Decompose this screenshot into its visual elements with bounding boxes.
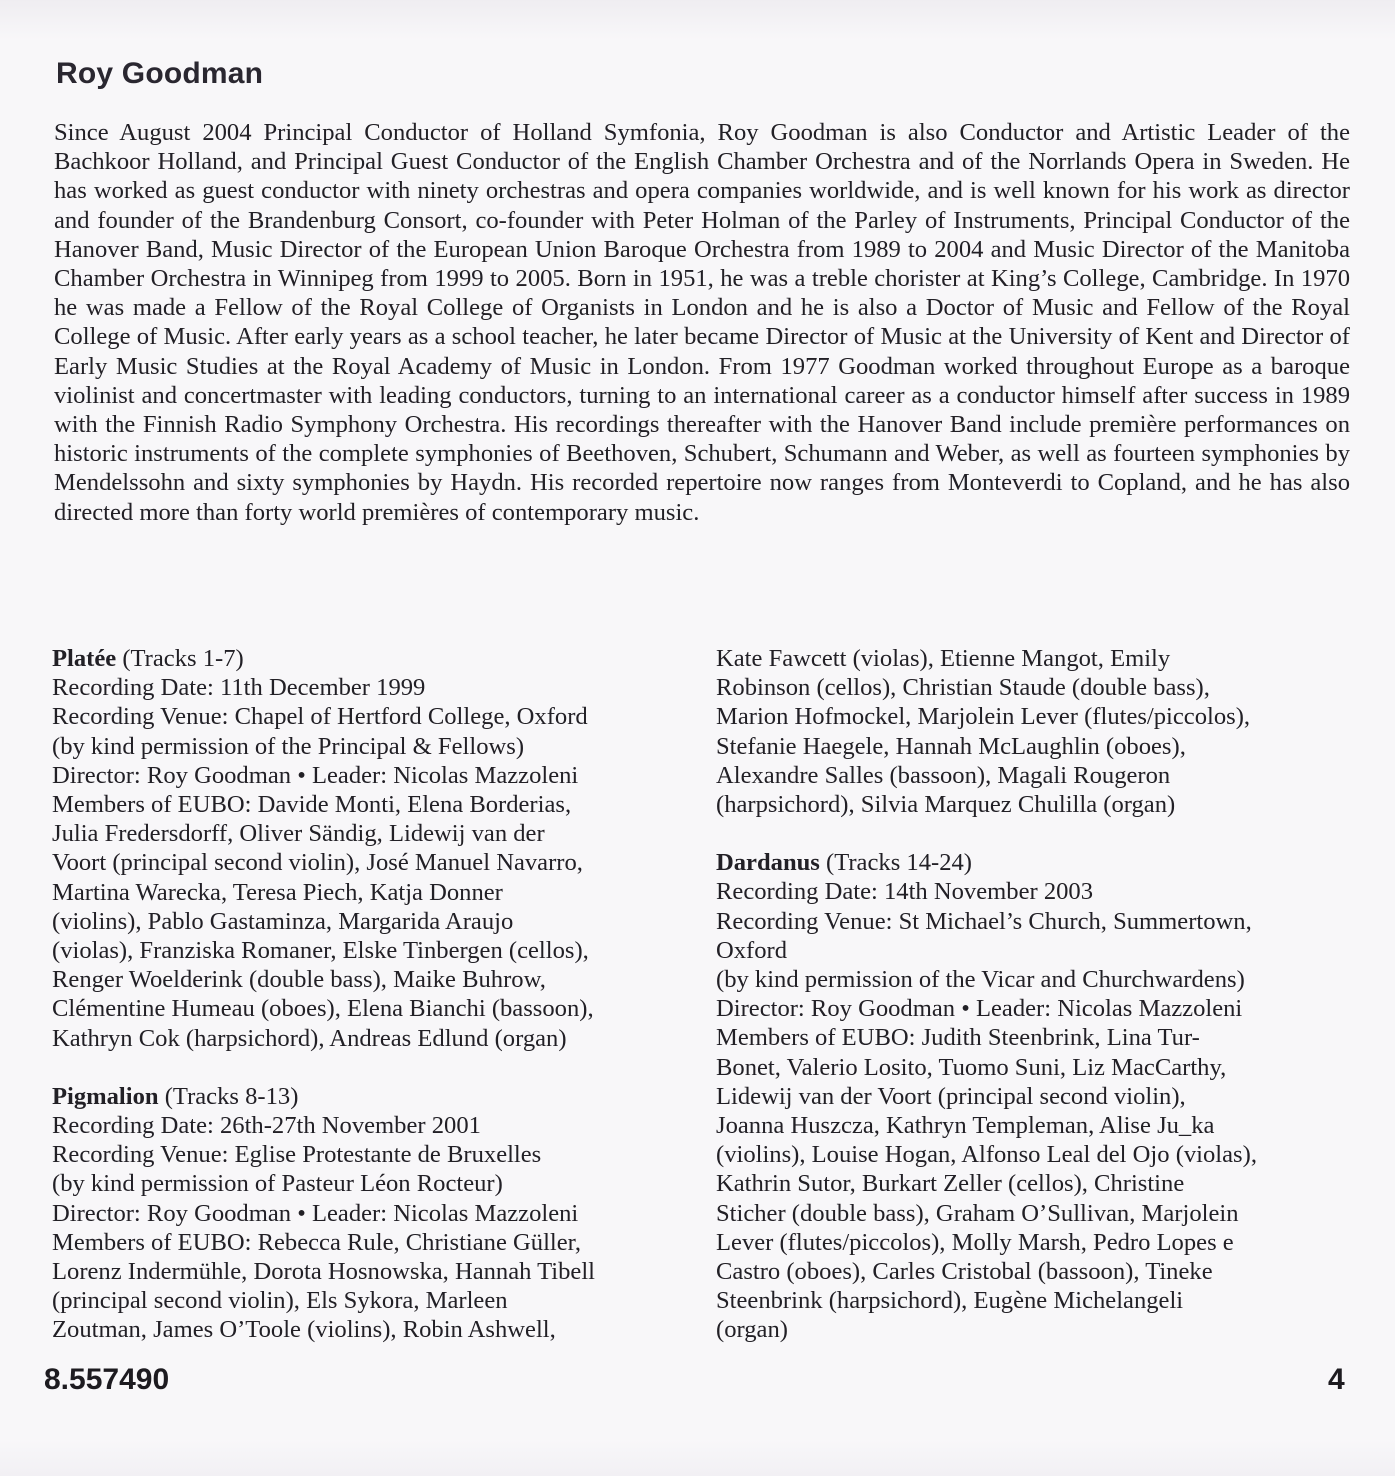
dardanus-line: Castro (oboes), Carles Cristobal (bassoon), Tineke bbox=[716, 1258, 1213, 1286]
dardanus-line: Sticher (double bass), Graham O’Sullivan, Marjolein bbox=[716, 1199, 1239, 1227]
platee-header bbox=[52, 644, 692, 673]
dardanus-line: Recording Date: 14th November 2003 bbox=[716, 878, 1094, 906]
dardanus-line: Members of EUBO: Judith Steenbrink, Lina Tur- bbox=[716, 1024, 1200, 1052]
section-spacer bbox=[52, 1053, 692, 1082]
dardanus-tracks: (Tracks 14-24) bbox=[819, 849, 972, 877]
pigmalion-line: Director: Roy Goodman • Leader: Nicolas Mazzoleni bbox=[52, 1199, 579, 1227]
pigmalion-line: (by kind permission of Pasteur Léon Rocteur) bbox=[52, 1170, 503, 1198]
platee-line: Members of EUBO: Davide Monti, Elena Borderias, bbox=[52, 791, 572, 819]
dardanus-header bbox=[716, 848, 1356, 877]
pigmalion-continued-line: Kate Fawcett (violas), Etienne Mangot, Emily bbox=[716, 645, 1171, 672]
dardanus-line: (violins), Louise Hogan, Alfonso Leal del Ojo (violas), bbox=[716, 1141, 1257, 1169]
pigmalion-continued-line: (harpsichord), Silvia Marquez Chulilla (organ) bbox=[716, 791, 1176, 819]
pigmalion-continued-line: Stefanie Haegele, Hannah McLaughlin (oboes), bbox=[716, 732, 1186, 760]
platee-line: Recording Date: 11th December 1999 bbox=[52, 674, 426, 702]
pigmalion-tracks: (Tracks 8-13) bbox=[158, 1082, 299, 1110]
dardanus-line: Lidewij van der Voort (principal second violin), bbox=[716, 1082, 1186, 1110]
dardanus-line: Director: Roy Goodman • Leader: Nicolas Mazzoleni bbox=[716, 995, 1243, 1023]
pigmalion-line: Recording Venue: Eglise Protestante de Bruxelles bbox=[52, 1141, 542, 1169]
pigmalion-header bbox=[52, 1082, 692, 1111]
platee-line: Voort (principal second violin), José Manuel Navarro, bbox=[52, 849, 583, 877]
pigmalion-line: Zoutman, James O’Toole (violins), Robin Ashwell, bbox=[52, 1316, 556, 1344]
dardanus-line: (organ) bbox=[716, 1316, 788, 1344]
platee-line: Renger Woelderink (double bass), Maike Buhrow, bbox=[52, 966, 546, 994]
pigmalion-line: Lorenz Indermühle, Dorota Hosnowska, Hannah Tibell bbox=[52, 1258, 596, 1286]
right-column bbox=[716, 644, 1356, 1345]
dardanus-line: Recording Venue: St Michael’s Church, Summertown, bbox=[716, 907, 1252, 935]
pigmalion-continued-line: Marion Hofmockel, Marjolein Lever (flutes/piccolos), bbox=[716, 703, 1251, 731]
pigmalion-line: (principal second violin), Els Sykora, Marleen bbox=[52, 1287, 508, 1315]
platee-tracks: (Tracks 1-7) bbox=[116, 645, 244, 672]
page-heading: Roy Goodman bbox=[56, 57, 264, 90]
pigmalion-line: Recording Date: 26th-27th November 2001 bbox=[52, 1112, 481, 1140]
platee-line: Kathryn Cok (harpsichord), Andreas Edlund (organ) bbox=[52, 1024, 567, 1052]
platee-line: Martina Warecka, Teresa Piech, Katja Donner bbox=[52, 878, 503, 906]
page-number: 4 bbox=[1328, 1363, 1345, 1396]
section-spacer bbox=[716, 819, 1356, 848]
pigmalion-continued-line: Alexandre Salles (bassoon), Magali Rougeron bbox=[716, 761, 1171, 789]
platee-line: (violins), Pablo Gastaminza, Margarida Araujo bbox=[52, 907, 514, 935]
platee-line: Director: Roy Goodman • Leader: Nicolas Mazzoleni bbox=[52, 761, 579, 789]
platee-line: Clémentine Humeau (oboes), Elena Bianchi (bassoon), bbox=[52, 995, 594, 1023]
dardanus-line: Steenbrink (harpsichord), Eugène Michelangeli bbox=[716, 1287, 1184, 1315]
work-title-pigmalion: Pigmalion bbox=[52, 1082, 159, 1110]
pigmalion-continued-line: Robinson (cellos), Christian Staude (double bass), bbox=[716, 674, 1210, 702]
dardanus-line: Joanna Huszcza, Kathryn Templeman, Alise Ju_ka bbox=[716, 1112, 1215, 1140]
dardanus-line: Bonet, Valerio Losito, Tuomo Suni, Liz MacCarthy, bbox=[716, 1053, 1227, 1081]
dardanus-line: (by kind permission of the Vicar and Churchwardens) bbox=[716, 966, 1245, 994]
pigmalion-line: Members of EUBO: Rebecca Rule, Christiane Güller, bbox=[52, 1228, 582, 1256]
work-title-platee: Platée bbox=[52, 645, 117, 672]
left-column bbox=[52, 644, 692, 1345]
platee-line: (by kind permission of the Principal & Fellows) bbox=[52, 732, 525, 760]
dardanus-line: Lever (flutes/piccolos), Molly Marsh, Pedro Lopes e bbox=[716, 1228, 1234, 1256]
platee-line: Julia Fredersdorff, Oliver Sändig, Lidewij van der bbox=[52, 820, 545, 848]
platee-line: (violas), Franziska Romaner, Elske Tinbergen (cellos), bbox=[52, 937, 589, 965]
dardanus-line: Oxford bbox=[716, 936, 788, 964]
platee-line: Recording Venue: Chapel of Hertford College, Oxford bbox=[52, 703, 588, 731]
catalogue-number: 8.557490 bbox=[44, 1363, 170, 1396]
biography-paragraph: Since August 2004 Principal Conductor of Holland Symfonia, Roy Goodman is also Conductor and Artistic Leader of the Bachkoor Holland, and Principal Guest Conductor of the English Chamber Orchestra and of the Norrlands Opera in Sweden. He has worked as guest conductor with ninety orchestras and opera companies worldwide, and is well known for his work as director and founder of the Brandenburg Consort, co-founder with Peter Holman of the Parley of Instruments, Principal Conductor of the Hanover Band, Music Director of the European Union Baroque Orchestra from 1989 to 2004 and Music Director of the Manitoba Chamber Orchestra in Winnipeg from 1999 to 2005. Born in 1951, he was a treble chorister at King’s College, Cambridge. In 1970 he was made a Fellow of the Royal College of Organists in London and he is also a Doctor of Music and Fellow of the Royal College of Music. After early years as a school teacher, he later became Director of Music at the University of Kent and Director of Early Music Studies at the Royal Academy of Music in London. From 1977 Goodman worked throughout Europe as a baroque violinist and concertmaster with leading conductors, turning to an international career as a conductor himself after success in 1989 with the Finnish Radio Symphony Orchestra. His recordings thereafter with the Hanover Band include première performances on historic instruments of the complete symphonies of Beethoven, Schubert, Schumann and Weber, as well as fourteen symphonies by Mendelssohn and sixty symphonies by Haydn. His recorded repertoire now ranges from Monteverdi to Copland, and he has also directed more than forty world premières of contemporary music. bbox=[54, 119, 1350, 526]
dardanus-line: Kathrin Sutor, Burkart Zeller (cellos), Christine bbox=[716, 1170, 1185, 1198]
work-title-dardanus: Dardanus bbox=[716, 849, 820, 877]
